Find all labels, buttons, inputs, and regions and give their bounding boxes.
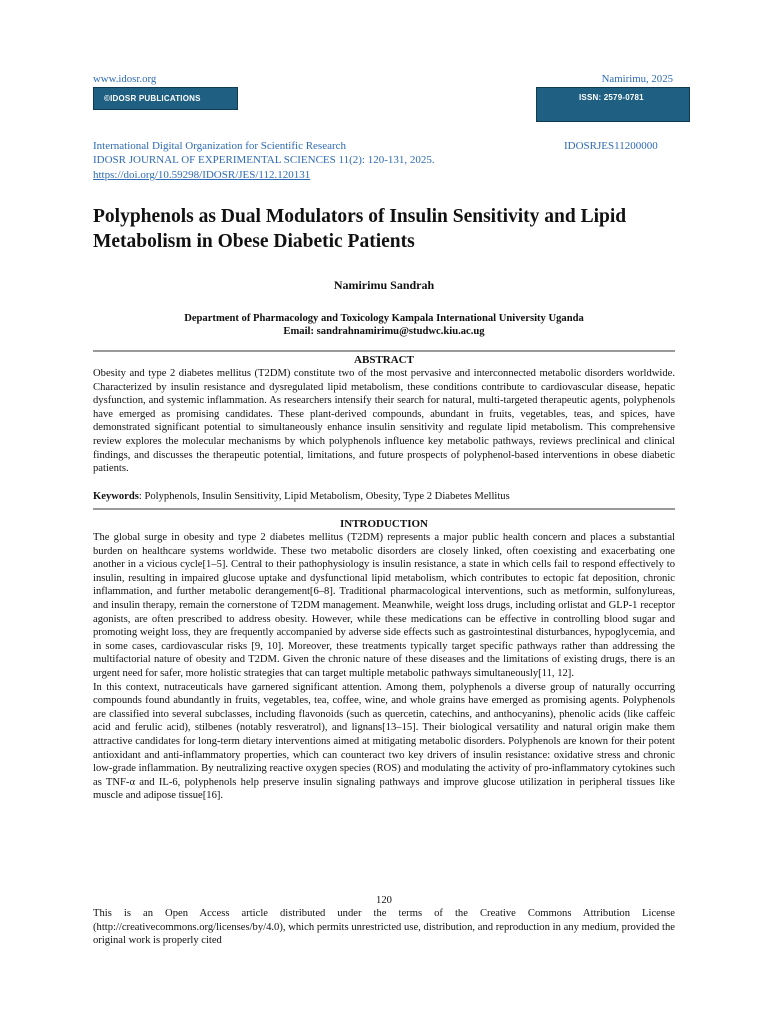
page-number: 120 bbox=[376, 895, 392, 906]
journal-name: IDOSR JOURNAL OF EXPERIMENTAL SCIENCES 11(2): 120-131, 2025. bbox=[93, 154, 435, 166]
publisher-banner bbox=[93, 87, 238, 110]
abstract-bottom-rule bbox=[93, 508, 675, 510]
header-date: Namirimu, 2025 bbox=[601, 73, 673, 85]
site-url-link[interactable]: www.idosr.org bbox=[93, 73, 157, 85]
introduction-heading: INTRODUCTION bbox=[339, 518, 428, 530]
license-note: This is an Open Access article distributed under the terms of the Creative Commons Attribution License (http://creativecommons.org/licenses/by/4.0), which permits unrestricted use, distribution, and reproduction in any medium, provided the original work is properly cited bbox=[93, 908, 675, 947]
issn-banner-label: ISSN: 2579-0781 bbox=[579, 93, 644, 102]
abstract-heading: ABSTRACT bbox=[354, 354, 414, 366]
organization-name: International Digital Organization for Scientific Research bbox=[93, 140, 347, 152]
paper-title: Polyphenols as Dual Modulators of Insulin Sensitivity and Lipid Metabolism in Obese Diabetic Patients bbox=[93, 206, 627, 252]
keywords-label: Keywords bbox=[93, 491, 139, 502]
publisher-banner-label: ©IDOSR PUBLICATIONS bbox=[104, 94, 201, 103]
doi-link[interactable]: https://doi.org/10.59298/IDOSR/JES/112.120131 bbox=[93, 169, 311, 181]
abstract-top-rule bbox=[93, 350, 675, 352]
introduction-body bbox=[93, 531, 675, 803]
introduction-paragraph-2: In this context, nutraceuticals have garnered significant attention. Among them, polyphenols a diverse group of naturally occurring compounds found abundantly in fruits, vegetables, tea, coffee, wine, and whole grains have emerged as promising agents. Polyphenols are classified into several subclasses, including flavonoids (such as quercetin, catechins, and anthocyanins), phenolic acids (like caffeic acid and ferulic acid), stilbenes (notably resveratrol), and lignans[13–15]. Their biological versatility and natural origin make them attractive candidates for long-term dietary interventions aimed at mitigating metabolic disorders. Polyphenols are known for their potent antioxidant and anti-inflammatory properties, which can counteract two key drivers of insulin resistance: oxidative stress and chronic low-grade inflammation. By neutralizing reactive oxygen species (ROS) and modulating the activity of pro-inflammatory cytokines such as TNF-α and IL-6, polyphenols help preserve insulin signaling pathways and improve glucose utilization in peripheral tissues like muscle and adipose tissue[16]. bbox=[93, 681, 675, 802]
author-name: Namirimu Sandrah bbox=[333, 278, 435, 292]
author-email: Email: sandrahnamirimu@studwc.kiu.ac.ug bbox=[283, 326, 485, 337]
introduction-paragraph-1: The global surge in obesity and type 2 diabetes mellitus (T2DM) represents a major public health concern and places a substantial burden on healthcare systems worldwide. These two metabolic disorders are closely linked, often coexisting and exacerbating one another in a vicious cycle[1–5]. Central to their pathophysiology is insulin resistance, a state in which cells fail to respond effectively to insulin, resulting in impaired glucose uptake and dysfunctional lipid metabolism, which contributes to ectopic fat deposition, chronic inflammation, and further metabolic derangement[6–8]. Traditional pharmacological interventions, such as metformin, sulfonylureas, and insulin therapy, remain the cornerstone of T2DM management. Meanwhile, weight loss drugs, including orlistat and GLP-1 receptor agonists, are often prescribed to address obesity. However, while these medications can be effective in controlling blood sugar and promoting weight loss, they are frequently accompanied by adverse side effects such as gastrointestinal disturbances, hypoglycemia, and in some cases, cardiovascular risks [9, 10]. Moreover, these treatments typically target specific pathways rather than addressing the multifactorial nature of obesity and T2DM. Given the chronic nature of these diseases and the limitations of existing drugs, there is an urgent need for safer, more holistic strategies that can target multiple metabolic pathways simultaneously[11, 12]. bbox=[93, 532, 675, 679]
keywords-line bbox=[93, 490, 675, 504]
journal-code: IDOSRJES11200000 bbox=[564, 140, 658, 152]
keywords-list: : Polyphenols, Insulin Sensitivity, Lipid Metabolism, Obesity, Type 2 Diabetes Mellitus bbox=[138, 491, 510, 502]
issn-banner bbox=[536, 87, 690, 122]
abstract-body: Obesity and type 2 diabetes mellitus (T2DM) constitute two of the most pervasive and interconnected metabolic disorders worldwide. Characterized by insulin resistance and dysregulated lipid metabolism, these conditions contribute to cardiovascular disease, hepatic dysfunction, and systemic inflammation. As researchers intensify their search for natural, multi-targeted therapeutic agents, polyphenols have emerged as promising candidates. These plant-derived compounds, abundant in fruits, vegetables, teas, and spices, have demonstrated significant potential to simultaneously enhance insulin sensitivity and regulate lipid metabolism. This comprehensive review explores the molecular mechanisms by which polyphenols influence key metabolic pathways, reviews preclinical and clinical findings, and discusses the therapeutic potential, limitations, and future prospects of polyphenol-based interventions in obese diabetic patients. bbox=[93, 368, 675, 475]
author-affiliation: Department of Pharmacology and Toxicology Kampala International University Uganda bbox=[184, 313, 584, 324]
